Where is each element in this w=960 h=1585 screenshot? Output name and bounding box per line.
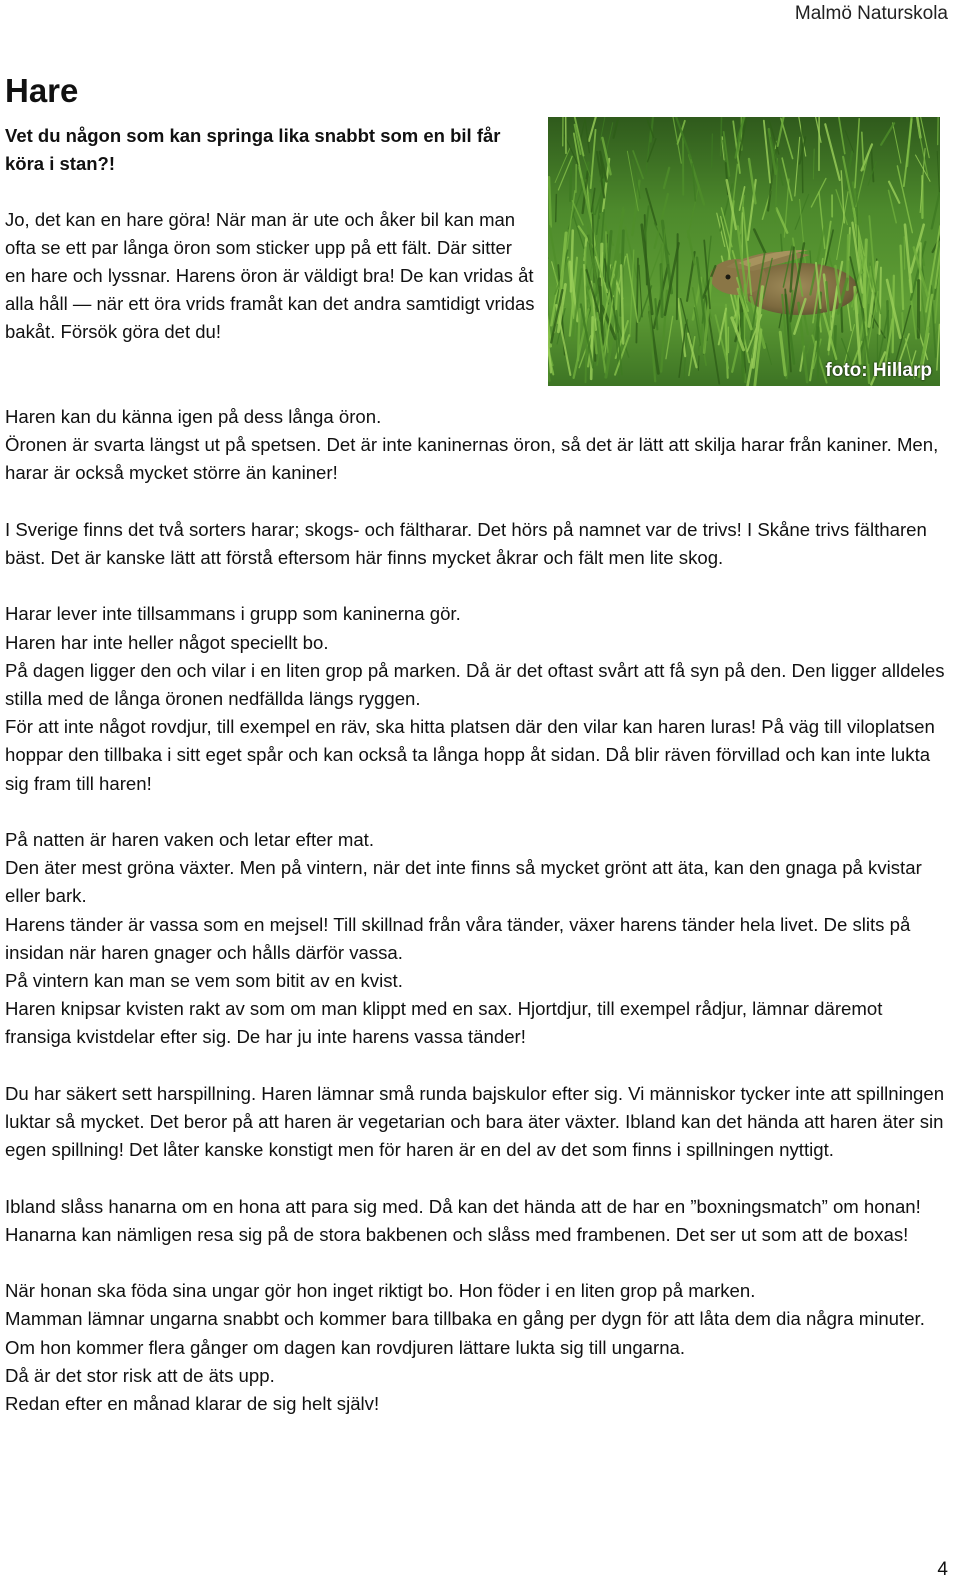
paragraph-line: I Sverige finns det två sorters harar; skogs- och fältharar. Det hörs på namnet var de trivs! I Skåne trivs fältharen bäst. Det är kanske lätt att förstå eftersom här finns mycket åkrar och fält men lite skog. bbox=[5, 518, 927, 568]
paragraph-line: Ibland slåss hanarna om en hona att para sig med. Då kan det hända att de har en ”boxningsmatch” om honan! Hanarna kan nämligen resa sig på de stora bakbenen och slåss med frambenen. Det ser ut som att de boxas! bbox=[5, 1195, 921, 1245]
paragraph bbox=[5, 516, 953, 572]
paragraph-line: Öronen är svarta längst ut på spetsen. Det är inte kaninernas öron, så det är lätt att skilja harar från kaniner. Men, harar är också mycket större än kaniner! bbox=[5, 434, 939, 484]
paragraph-line: Haren har inte heller något speciellt bo. bbox=[5, 631, 329, 653]
paragraph-line: På vintern kan man se vem som bitit av en kvist. bbox=[5, 970, 403, 992]
paragraph-line: Då är det stor risk att de äts upp. bbox=[5, 1364, 275, 1386]
paragraph-line: För att inte något rovdjur, till exempel en räv, ska hitta platsen där den vilar kan haren luras! På väg till viloplatsen hoppar den tillbaka i sitt eget spår och kan också ta långa hopp åt sidan. Då blir räven förvillad och kan inte lukta sig fram till haren! bbox=[5, 716, 935, 794]
page-number: 4 bbox=[937, 1559, 948, 1580]
photo-credit: foto: Hillarp bbox=[825, 360, 932, 381]
intro-section bbox=[5, 122, 535, 346]
intro-question: Vet du någon som kan springa lika snabbt som en bil får köra i stan?! bbox=[5, 125, 501, 174]
paragraph-line: Mamman lämnar ungarna snabbt och kommer bara tillbaka en gång per dygn för att låta dem dia några minuter. Om hon kommer flera gånger om dagen kan rovdjuren lättare lukta sig till ungarna. bbox=[5, 1308, 925, 1358]
paragraph bbox=[5, 1080, 953, 1165]
intro-text: Jo, det kan en hare göra! När man är ute och åker bil kan man ofta se ett par långa öron som sticker upp på ett fält. Där sitter en hare och lyssnar. Harens öron är väldigt bra! De kan vridas åt alla håll — när ett öra vrids framåt kan det andra samtidigt vridas bakåt. Försök göra det du! bbox=[5, 209, 535, 342]
paragraph-line: Harens tänder är vassa som en mejsel! Till skillnad från våra tänder, växer harens tänder hela livet. De slits på insidan när haren gnager och hålls därför vassa. bbox=[5, 913, 911, 963]
paragraph bbox=[5, 1193, 953, 1249]
paragraph-line: På natten är haren vaken och letar efter mat. bbox=[5, 829, 374, 850]
paragraph bbox=[5, 1277, 953, 1418]
paragraph-line: Den äter mest gröna växter. Men på vintern, när det inte finns så mycket grönt att äta, kan den gnaga på kvistar eller bark. bbox=[5, 857, 922, 907]
paragraph-line: Haren kan du känna igen på dess långa öron. bbox=[5, 406, 382, 427]
page-title: Hare bbox=[5, 72, 79, 109]
paragraph bbox=[5, 600, 953, 797]
paragraph-line: Harar lever inte tillsammans i grupp som kaninerna gör. bbox=[5, 603, 461, 625]
hare-photo bbox=[548, 117, 940, 386]
page-header: Malmö Naturskola bbox=[794, 3, 948, 24]
paragraph-line: På dagen ligger den och vilar i en liten grop på marken. Då är det oftast svårt att få syn på den. Den ligger alldeles stilla med de långa öronen nedfällda längs ryggen. bbox=[5, 659, 945, 709]
hare-in-grass-photo bbox=[548, 117, 940, 386]
paragraph bbox=[5, 826, 953, 1052]
paragraph-line: Du har säkert sett harspillning. Haren lämnar små runda bajskulor efter sig. Vi människor tycker inte att spillningen luktar så mycket. Det beror på att haren är vegetarian och bara äter växter. Ibland kan det hända att haren äter sin egen spillning! Det låter kanske konstigt men för haren är en del av det som finns i spillningen nyttigt. bbox=[5, 1082, 945, 1161]
paragraph-line: Haren knipsar kvisten rakt av som om man klippt med en sax. Hjortdjur, till exempel rådjur, lämnar däremot fransiga kvistdelar efter sig. De har ju inte harens vassa tänder! bbox=[5, 998, 883, 1048]
article-body bbox=[5, 403, 953, 1446]
paragraph-line: När honan ska föda sina ungar gör hon inget riktigt bo. Hon föder i en liten grop på marken. bbox=[5, 1280, 756, 1302]
paragraph bbox=[5, 403, 953, 488]
paragraph-line: Redan efter en månad klarar de sig helt själv! bbox=[5, 1393, 380, 1415]
